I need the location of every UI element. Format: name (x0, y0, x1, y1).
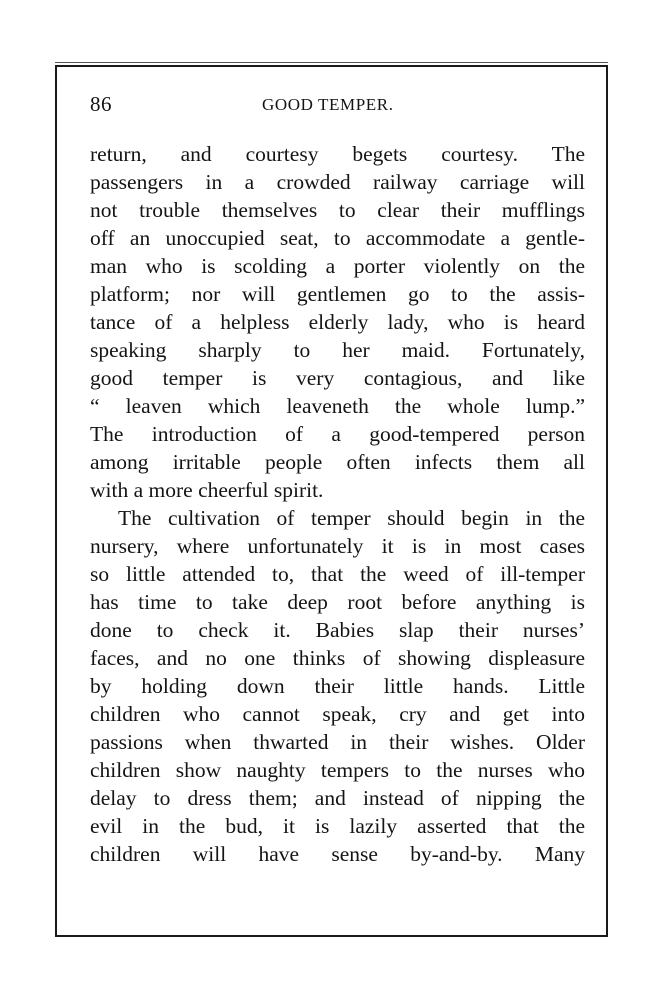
text-line: man who is scolding a porter violently on the (90, 254, 585, 278)
text-line: The cultivation of temper should begin in the (118, 506, 585, 530)
paragraph (90, 140, 585, 504)
text-line: by holding down their little hands. Little (90, 674, 585, 698)
text-line: “ leaven which leaveneth the whole lump.” (90, 394, 585, 418)
text-line: evil in the bud, it is lazily asserted that the (90, 814, 585, 838)
text-line: done to check it. Babies slap their nurses’ (90, 618, 585, 642)
text-line: children show naughty tempers to the nurses who (90, 758, 585, 782)
page-number: 86 (90, 92, 112, 116)
text-line: has time to take deep root before anything is (90, 590, 585, 614)
running-title: GOOD TEMPER. (262, 95, 394, 114)
text-line: delay to dress them; and instead of nipping the (90, 786, 585, 810)
text-line: The introduction of a good-tempered person (90, 422, 585, 446)
text-line: platform; nor will gentlemen go to the assis- (90, 282, 585, 306)
text-line: nursery, where unfortunately it is in most cases (90, 534, 585, 558)
paragraph (90, 504, 585, 868)
text-line: children who cannot speak, cry and get into (90, 702, 585, 726)
text-line: not trouble themselves to clear their mufflings (90, 198, 585, 222)
text-line: passengers in a crowded railway carriage will (90, 170, 585, 194)
text-line: speaking sharply to her maid. Fortunately, (90, 338, 585, 362)
text-line: return, and courtesy begets courtesy. The (90, 142, 585, 166)
text-line: tance of a helpless elderly lady, who is heard (90, 310, 585, 334)
text-line: children will have sense by-and-by. Many (90, 842, 585, 866)
text-line: with a more cheerful spirit. (90, 478, 324, 502)
text-line: passions when thwarted in their wishes. Older (90, 730, 585, 754)
body-text (90, 140, 585, 868)
frame-top-rule (55, 62, 608, 63)
text-line: off an unoccupied seat, to accommodate a gentle- (90, 226, 585, 250)
text-line: faces, and no one thinks of showing displeasure (90, 646, 585, 670)
text-line: good temper is very contagious, and like (90, 366, 585, 390)
text-line: among irritable people often infects them all (90, 450, 585, 474)
text-line: so little attended to, that the weed of ill-temper (90, 562, 585, 586)
running-head (90, 92, 585, 116)
